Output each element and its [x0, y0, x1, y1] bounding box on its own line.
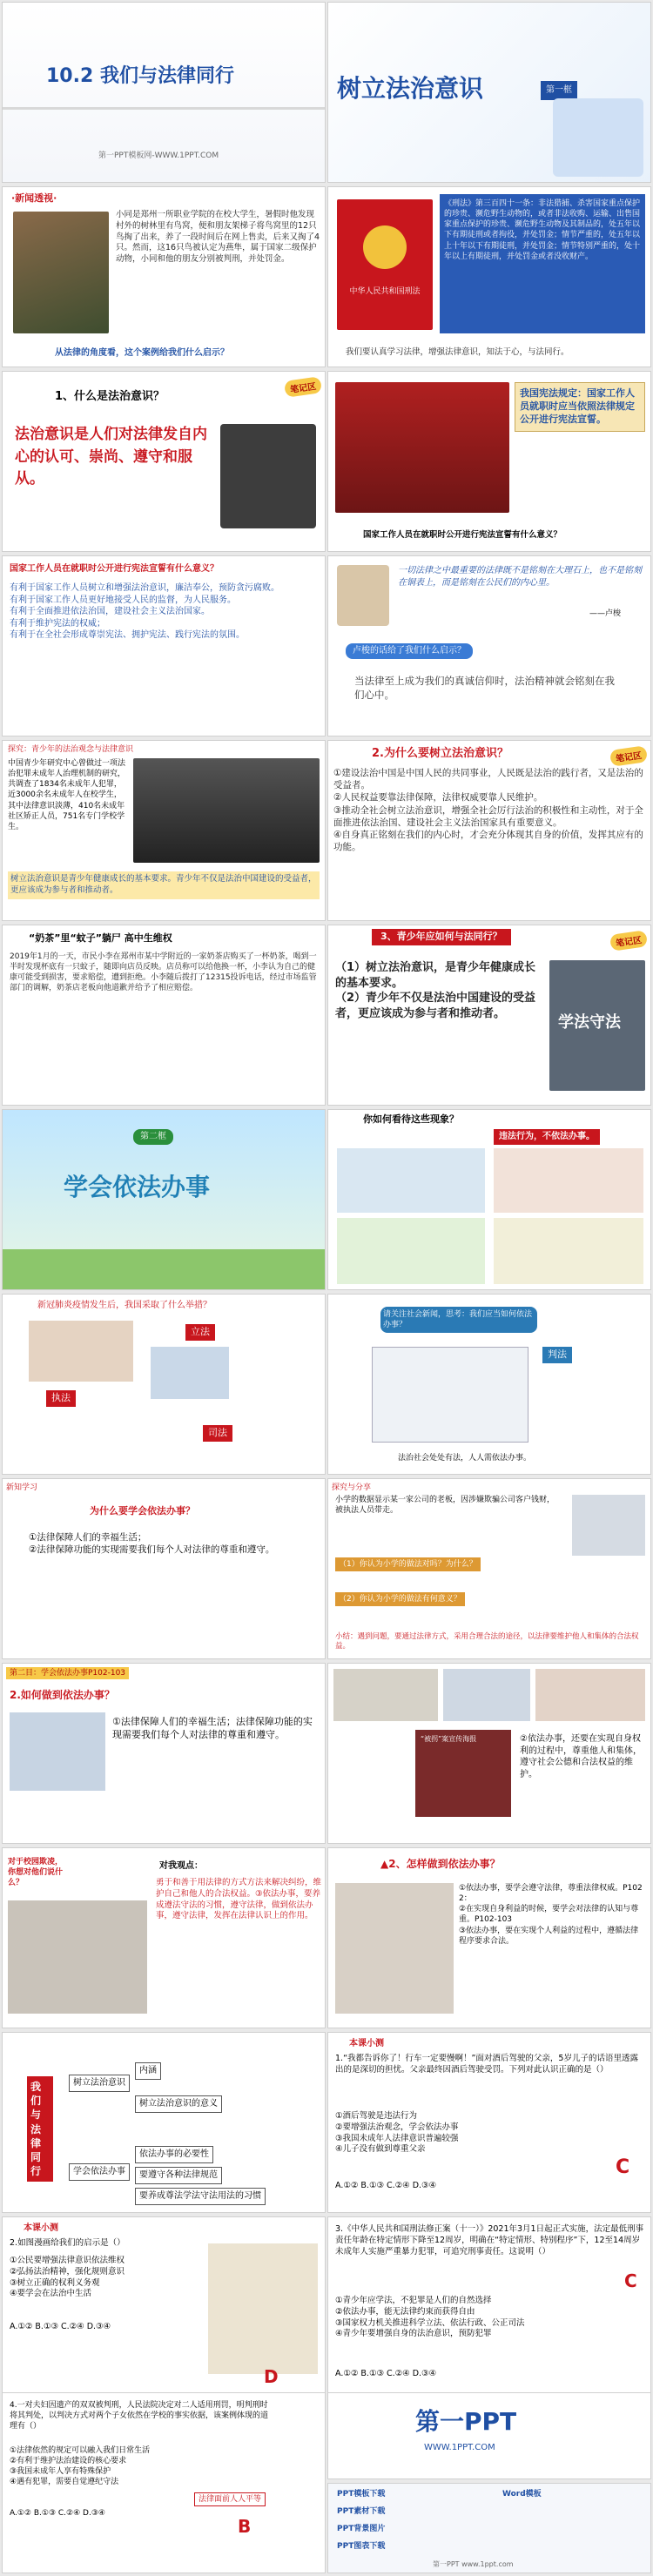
answer-list: [520, 1733, 647, 1780]
note-tag: 笔记区: [609, 745, 648, 767]
heading: 1、什么是法治意识？: [55, 390, 165, 403]
question: 3.《中华人民共和国刑法修正案（十一）》2021年3月1日起正式实施，法定最低刑事责任年龄在特定情形下降至12周岁，明确在“特定情形、特别程序”下，12至14周岁未成年人实施严重暴力犯罪，可追究刑事责任。这说明（）: [335, 2224, 644, 2257]
stage-legislate: 立法: [185, 1324, 215, 1341]
option-list: [335, 2111, 596, 2156]
slide-oath[interactable]: [327, 371, 651, 552]
bird-photo: [13, 212, 109, 333]
choices: A.①② B.①③ C.②④ D.③④: [10, 2322, 111, 2331]
option: ④青少年要增强自身的法治意识，预防犯罪: [335, 2329, 492, 2339]
slide-quiz-3[interactable]: [327, 2216, 651, 2398]
option: ②有利于维护法治建设的核心要求: [10, 2457, 127, 2466]
opinion-body: 勇于和善于用法律的方式方法来解决纠纷，维护自己和他人的合法权益。③依法办事，要养成遵法守法的习惯，遵守法律，做到依法办事，遵守法律，发挥在法律认识上的作用。: [156, 1878, 322, 1921]
step-item: ③依法办事，要在实现个人利益的过程中，遵循法律程序要求合法。: [459, 1926, 639, 1946]
brand-url: WWW.1PPT.COM: [424, 2443, 495, 2452]
news-screenshot: [372, 1347, 528, 1443]
illustration: [553, 98, 643, 177]
choices: A.①② B.①③ C.②④ D.③④: [335, 2181, 437, 2190]
point-item: （1）树立法治意识，是青少年健康成长的基本要求。: [335, 961, 536, 990]
lead: 对于校园欺凌，你想对他们说什么？: [8, 1858, 64, 1888]
opinion-head: 对我观点：: [159, 1861, 203, 1871]
slide-oath-meaning[interactable]: [2, 555, 326, 736]
heading: 2.为什么要树立法治意识？: [372, 747, 508, 760]
choices: A.①② B.①③ C.②④ D.③④: [10, 2509, 105, 2518]
photo: [572, 1495, 645, 1556]
leaf-2: 树立法治意识的意义: [135, 2095, 222, 2113]
slide-milk-tea[interactable]: [2, 925, 326, 1106]
slide-why-law[interactable]: [2, 1478, 326, 1659]
photo-collage: [8, 1900, 147, 2014]
quiz-tag: 本课小测: [349, 2039, 384, 2048]
note-tag: 笔记区: [284, 376, 322, 398]
option-list: [10, 2256, 201, 2300]
reason-list: [333, 767, 645, 853]
photo-2: [151, 1347, 229, 1399]
oath-photo: [335, 382, 509, 513]
branch-1: 树立法治意识: [69, 2075, 130, 2092]
option-list: [335, 2296, 631, 2340]
slide-abduction[interactable]: [327, 1663, 651, 1844]
portrait: [337, 565, 389, 626]
choices: A.①② B.①③ C.②④ D.③④: [335, 2369, 437, 2378]
link-h1[interactable]: PPT模板下载: [337, 2490, 386, 2499]
slide-title-2[interactable]: [327, 2, 651, 183]
cartoon-2: [494, 1148, 643, 1213]
option: ①酒后驾驶是违法行为: [335, 2111, 418, 2121]
photo: [10, 1712, 105, 1791]
reason-item: ①建设法治中国是中国人民的共同事业，人民既是法治的践行者，又是法治的受益者。: [333, 768, 643, 791]
label: 探究：青少年的法治观念与法律意识: [8, 745, 134, 754]
slide-quiz-1[interactable]: [327, 2032, 651, 2213]
question: 国家工作人员在就职时公开进行宪法宣誓有什么意义？: [10, 564, 219, 574]
step-list: [459, 1883, 645, 1947]
heading: ▲2、怎样做到依法办事？: [380, 1858, 501, 1870]
note-tag: 笔记区: [609, 930, 648, 952]
answer-item: 有利于在全社会形成尊崇宪法、拥护宪法、践行宪法的氛围。: [10, 630, 245, 640]
option: ②弘扬法治精神，强化规则意识: [10, 2266, 125, 2277]
option: ②依法办事，能无法律约束而获得自由: [335, 2306, 475, 2317]
footer: 第一PPT www.1ppt.com: [433, 2560, 514, 2568]
photo-2: [443, 1669, 530, 1721]
heading: 2.如何做到依法办事？: [10, 1689, 115, 1701]
option: ③我国未成年人享有特殊保护: [10, 2467, 111, 2477]
sign-text: 学法守法: [558, 1013, 621, 1032]
law-book: [337, 199, 433, 330]
link-h2[interactable]: PPT素材下载: [337, 2507, 386, 2516]
answer-item: ②依法办事，还要在实现自身权利的过程中，尊重他人和集体，遵守社会公德和合法权益的维护。: [520, 1734, 642, 1779]
caption: 请关注社会新闻，思考：我们应当如何依法办事？: [380, 1307, 537, 1333]
slide-social-news[interactable]: [327, 1294, 651, 1475]
question: 国家工作人员在就职时公开进行宪法宣誓有什么意义？: [363, 530, 562, 540]
slide-links[interactable]: [327, 2483, 651, 2573]
question: 2.如图漫画给我们的启示是（）: [10, 2238, 125, 2248]
question-2: （2）你认为小学的做法有何意义？: [335, 1592, 465, 1606]
prison-photo: [133, 758, 320, 863]
heading: 3、青少年应如何与法同行？: [372, 929, 511, 945]
leaf-1: 内涵: [135, 2062, 161, 2080]
answer-item: 有利于全面推进依法治国，建设社会主义法治国家。: [10, 607, 210, 616]
slide-quiz-4[interactable]: [2, 2392, 326, 2573]
answer-list: [29, 1531, 307, 1556]
label: 法律面前人人平等: [194, 2492, 266, 2506]
answer-item: ②法律保障功能的实现需要我们每个人对法律的尊重和遵守。: [29, 1544, 275, 1556]
slide-section-two[interactable]: [2, 1109, 326, 1290]
option-list: [10, 2445, 271, 2488]
slide-how-act[interactable]: [2, 1663, 326, 1844]
quote-author: ——卢梭: [589, 609, 622, 618]
photo-1: [29, 1321, 133, 1382]
slide-quiz-2[interactable]: [2, 2216, 326, 2398]
link-word[interactable]: Word模板: [502, 2490, 542, 2499]
slide-criminal-law[interactable]: [327, 186, 651, 367]
question-1: （1）你认为小学的做法对吗？为什么？: [335, 1557, 481, 1571]
quote: 一切法律之中最重要的法律既不是铭刻在大理石上，也不是铭刻在铜表上，而是铭刻在公民们的内心里。: [398, 566, 642, 588]
photo: [335, 1883, 454, 2014]
answer-item: ①法律保障人们的幸福生活；: [29, 1532, 147, 1543]
question: 4.一对夫妇因遗产的双双被判刑，人民法院决定对二人适用刑罚，明判刑时将其判处，以判决方式对两个子女依然在学校的事实依据，该案例体现的道理有（）: [10, 2401, 269, 2431]
answer-item: 有利于维护宪法的权威；: [10, 618, 105, 629]
slide-explore-share[interactable]: [327, 1478, 651, 1659]
answer: D: [264, 2366, 279, 2387]
summary: 小结：遇到问题，要通过法律方式，采用合理合法的途径，以法律要维护他人和集体的合法权益。: [335, 1632, 639, 1651]
news-header: ·新闻透视·: [11, 192, 57, 204]
section-label: 第二框: [133, 1129, 173, 1145]
title-text: 10.2 我们与法律同行: [46, 65, 234, 87]
label: 探究与分享: [332, 1483, 372, 1492]
reason-item: ③推动全社会树立法治意识，增强全社会厉行法治的积极性和主动性，对于全面推进依法治国、建设社会主义法治国家具有重要意义。: [333, 804, 643, 828]
label: 违法行为，不依法办事。: [494, 1129, 600, 1145]
prompt: 卢梭的话给了我们什么启示？: [346, 643, 473, 659]
site-subtitle: 第一PPT模板网-WWW.1PPT.COM: [98, 151, 219, 160]
lead: 新冠肺炎疫情发生后，我国采取了什么举措？: [37, 1301, 212, 1310]
definition: 法治意识是人们对法律发自内心的认可、崇尚、遵守和服从。: [15, 426, 207, 488]
answer: C: [616, 2156, 630, 2178]
conclusion: 树立法治意识是青少年健康成长的基本要求。青少年不仅是法治中国建设的受益者，更应该成为参与者和推动者。: [8, 871, 320, 899]
section-title: 学会依法办事: [64, 1173, 211, 1201]
option: ①公民要增强法律意识依法维权: [10, 2256, 125, 2265]
case-body: 2019年1月的一天，市民小李在郑州市某中学附近的一家奶茶店购买了一杯奶茶，喝到一半时发现杯底有一只蚊子，随即向店员反映。店员称可以给他换一杯，小李认为自己的健康可能受到损害，要求赔偿，遭到拒绝。小李随后拨打了12315投诉电话，经过市场监管部门的调解，奶茶店老板向他道歉并给予了相应赔偿。: [10, 952, 317, 993]
reason-item: ②人民权益要靠法律保障，法律权威要靠人民维护。: [333, 792, 543, 804]
cartoon-3: [337, 1218, 485, 1284]
option: ①青少年应学法，不犯罪是人们的自然选择: [335, 2296, 492, 2305]
slide-what-is[interactable]: [2, 371, 326, 552]
branch-2: 学会依法办事: [69, 2163, 130, 2181]
answer: 当法律至上成为我们的真诚信仰时，法治精神就会铭刻在我们心中。: [354, 675, 615, 701]
slide-youth-research[interactable]: [2, 740, 326, 921]
heading: 你如何看待这些现象？: [363, 1113, 459, 1125]
point-list: [335, 960, 544, 1021]
slide-phenomena[interactable]: [327, 1109, 651, 1290]
question: 1.“我都告诉你了！行车一定要慢啊！”面对酒后驾驶的父亲，5岁儿子的话语里透露出的是深切的担忧。父亲最终因酒后驾驶受罚。下列对此认识正确的是（）: [335, 2054, 638, 2075]
leaf-4: 要遵守各种法律规范: [135, 2167, 222, 2184]
slide-mind-map[interactable]: [2, 2032, 326, 2213]
answer: B: [238, 2516, 252, 2537]
case-title: “奶茶”里“蚊子”躺尸 高中生维权: [29, 932, 172, 944]
stage-enforce: 执法: [46, 1390, 76, 1407]
quiz-tag: 本课小测: [24, 2223, 58, 2233]
answer-list: [112, 1716, 321, 1742]
leaf-5: 要养成尊法学法守法用法的习惯: [135, 2188, 266, 2205]
law-sign: [549, 960, 645, 1091]
option: ③我国未成年人法律意识普遍较强: [335, 2133, 459, 2143]
option: ④要学会在法治中生活: [10, 2289, 92, 2299]
leaf-3: 依法办事的必要性: [135, 2146, 213, 2163]
point-item: （2）青少年不仅是法治中国建设的受益者，更应该成为参与者和推动者。: [335, 992, 536, 1020]
news-story: 小同是郑州一所职业学院的在校大学生，暑假时他发现村外的树林里有鸟窝，便和朋友架梯子将鸟窝里的12只鸟掏了出来，养了一段时间后在网上售卖，后来又掏了4只。然而，这16只鸟被认定为燕隼，属于国家二级保护动物，小同和他的朋友分别被判刑，并处罚金。: [116, 210, 320, 265]
cartoon: [208, 2243, 318, 2374]
question: 为什么要学会依法办事？: [90, 1505, 195, 1517]
callout: 我国宪法规定：国家工作人员就职时应当依照法律规定公开进行宪法宣誓。: [515, 382, 645, 432]
label: 判法: [542, 1347, 572, 1363]
book-title: 中华人民共和国刑法: [349, 287, 421, 296]
slide-how-act-2[interactable]: [327, 1847, 651, 2028]
brand-logo: 第一PPT: [415, 2407, 517, 2436]
option: ③国家权力机关推进科学立法、依法行政、公正司法: [335, 2317, 525, 2328]
research-text: 中国青少年研究中心曾做过一项法治犯罪未成年人治理机制的研究，共调查了1834名未成年人犯罪，近3000余名未成年人在校学生，其中法律意识淡薄，410名未成年社区矫正人员，751名专门学校学生。: [8, 759, 126, 831]
slide-brand[interactable]: [327, 2392, 651, 2479]
stage-judiciary: 司法: [203, 1425, 232, 1442]
option: ②要增强法治观念，学会依法办事: [335, 2122, 459, 2132]
poster-caption: “被拐”案宣传海报: [421, 1735, 477, 1743]
link-h4[interactable]: PPT图表下载: [337, 2542, 386, 2551]
answer-item: 有利于国家工作人员树立和增强法治意识，廉洁奉公，预防贪污腐败。: [10, 583, 279, 593]
label: 新知学习: [6, 1483, 38, 1492]
answer-item: 有利于国家工作人员更好地接受人民的监督，为人民服务。: [10, 595, 236, 605]
news-question: 从法律的角度看，这个案例给我们什么启示？: [55, 348, 229, 358]
slide-why-establish[interactable]: [327, 740, 651, 921]
scales-image: [220, 424, 316, 528]
note: 法治社会处处有法，人人需依法办事。: [398, 1454, 532, 1463]
option: ①法律依然的规定可以融入我们日常生活: [10, 2446, 151, 2455]
caption: 我们要认真学习法律，增强法律意识，知法于心，与法同行。: [346, 347, 569, 357]
root: 我们与法律同行: [27, 2076, 53, 2182]
slide-rousseau[interactable]: [327, 555, 651, 736]
label: 第二目：学会依法办事P102-103: [6, 1667, 129, 1679]
slide-bullying[interactable]: [2, 1847, 326, 2028]
poster: [415, 1730, 511, 1817]
cartoon-4: [494, 1218, 643, 1284]
slide-news[interactable]: [2, 186, 326, 367]
slide-how-youth[interactable]: [327, 925, 651, 1106]
option: ④儿子没有做到尊重父亲: [335, 2144, 426, 2155]
title-text: 树立法治意识: [337, 74, 484, 103]
step-item: ①依法办事，要学会遵守法律，尊重法律权威。P102 2：: [459, 1884, 643, 1904]
photo-1: [333, 1669, 438, 1721]
emblem-icon: [363, 225, 407, 269]
option: ③树立正确的权利义务观: [10, 2277, 100, 2288]
cartoon-1: [337, 1148, 485, 1213]
story: 小学的数据显示某一家公司的老板，因涉嫌欺骗公司客户钱财，被执法人员带走。: [335, 1496, 555, 1516]
slide-title-1[interactable]: [2, 2, 326, 183]
option: ④遇有犯罪，需要自觉遵纪守法: [10, 2478, 119, 2487]
law-article: 《刑法》第三百四十一条：非法猎捕、杀害国家重点保护的珍贵、濒危野生动物的，或者非法收购、运输、出售国家重点保护的珍贵、濒危野生动物及其制品的，处五年以下有期徒刑或者拘役，并处罚金；情节严重的，处五年以上十年以下有期徒刑，并处罚金；情节特别严重的，处十年以上有期徒刑，并处罚金或者没收财产。: [440, 194, 645, 333]
answer-item: ①法律保障人们的幸福生活；法律保障功能的实现需要我们每个人对法律的尊重和遵守。: [112, 1716, 313, 1740]
badge: 第一框: [541, 81, 577, 100]
answer-list: [10, 582, 320, 642]
step-item: ②在实现自身利益的时候，要学会对法律的认知与尊重。P102-103: [459, 1905, 639, 1925]
slide-covid-measures[interactable]: [2, 1294, 326, 1475]
photo-3: [535, 1669, 645, 1721]
reason-item: ④自身真正铭刻在我们的内心时，才会充分体现其自身的价值，发挥其应有的功能。: [333, 829, 643, 853]
link-h3[interactable]: PPT背景图片: [337, 2525, 386, 2533]
answer: C: [624, 2270, 637, 2291]
